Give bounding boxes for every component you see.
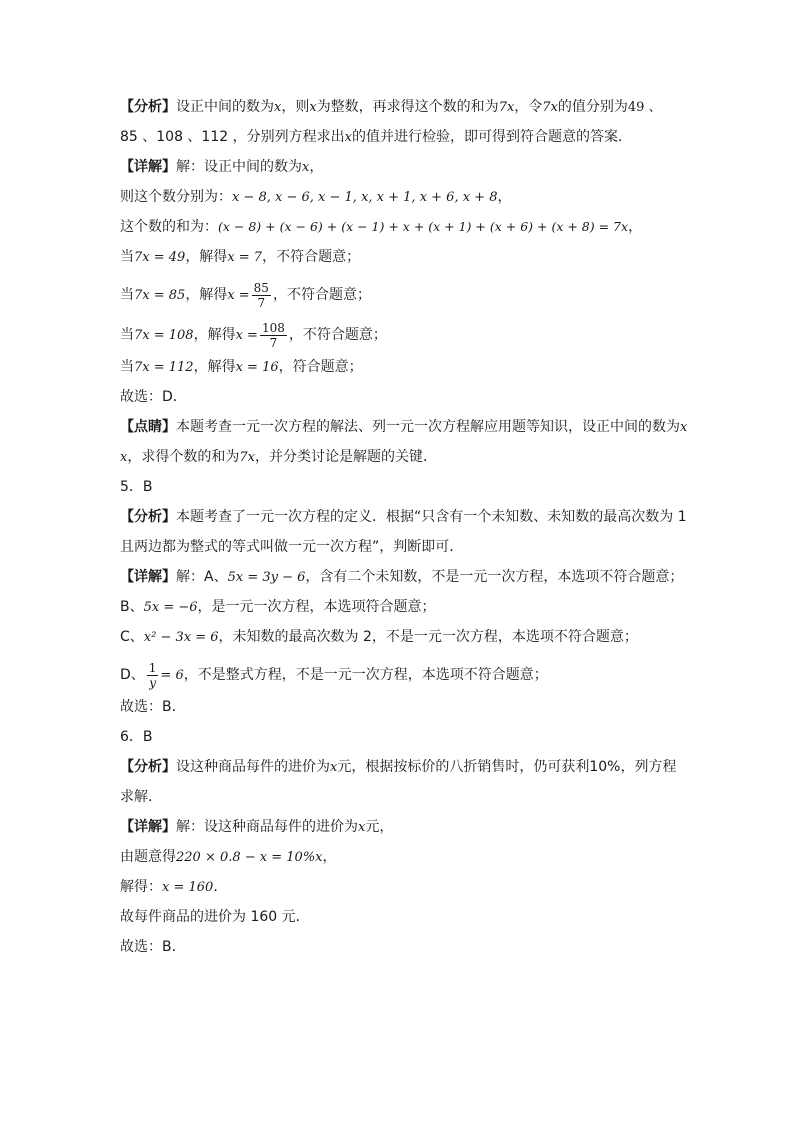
fraction: $\frac{85}{7}$: [253, 280, 269, 310]
answer-page: [120, 98, 688, 968]
detail-tag: 【详解】: [120, 159, 176, 175]
q4-analysis-line-1: 【分析】设正中间的数为x，则x为整数，再求得这个数的和为7x，令7x的值分别为49 、: [120, 99, 662, 115]
q4-case-1: 当7x = 49，解得x = 7，不符合题意；: [120, 249, 361, 265]
q5-analysis-line-1: 【分析】本题考查了一元一次方程的定义．根据“只含有一个未知数、未知数的最高次数为 1: [120, 509, 687, 525]
q5-analysis-line-2: 且两边都为整式的等式叫做一元一次方程”，判断即可．: [120, 539, 464, 555]
q4-detail-line-2: 则这个数分别为：x − 8, x − 6, x − 1, x, x + 1, x + 6, x + 8，: [120, 189, 512, 205]
q6-analysis-line-1: 【分析】设这种商品每件的进价为x元，根据按标价的八折销售时，仍可获利10%，列方程: [120, 759, 677, 775]
q4-case-4: 当7x = 112，解得x = 16，符合题意；: [120, 359, 363, 375]
fraction: $\frac{108}{7}$: [261, 320, 285, 350]
q4-case-3: 当7x = 108，解得x = $\frac{108}{7}$ ，不符合题意；: [120, 320, 387, 350]
analysis-tag: 【分析】: [120, 759, 176, 775]
q6-heading: 6．B: [120, 729, 153, 745]
analysis-tag: 【分析】: [120, 509, 176, 525]
detail-tag: 【详解】: [120, 569, 176, 585]
q4-detail-line-3: 这个数的和为：(x − 8) + (x − 6) + (x − 1) + x + (x + 1) + (x + 6) + (x + 8) = 7x，: [120, 219, 643, 235]
q4-comment-line-1: 【点睛】本题考查一元一次方程的解法、列一元一次方程解应用题等知识，设正中间的数为x: [120, 419, 688, 435]
q6-detail-line-2: 由题意得220 × 0.8 − x = 10%x，: [120, 849, 337, 865]
q4-comment-line-2: x，求得个数的和为7x，并分类讨论是解题的关键．: [120, 449, 437, 465]
q4-analysis-line-2: 85 、108 、112 ，分别列方程求出x的值并进行检验，即可得到符合题意的答案．: [120, 129, 632, 145]
q6-detail-line-4: 故每件商品的进价为 160 元．: [120, 909, 310, 925]
q6-detail-line-3: 解得：x = 160．: [120, 879, 228, 895]
q5-option-d: D、 $\frac{1}{y}$ = 6，不是整式方程，不是一元一次方程，本选项不符合题意；: [120, 660, 548, 690]
q4-detail-line-1: 【详解】解：设正中间的数为x，: [120, 159, 324, 175]
comment-tag: 【点睛】: [120, 419, 176, 435]
detail-tag: 【详解】: [120, 819, 176, 835]
q5-heading: 5．B: [120, 479, 153, 495]
q5-option-c: C、x² − 3x = 6，未知数的最高次数为 2，不是一元一次方程，本选项不符合题意；: [120, 629, 638, 645]
q6-detail-line-1: 【详解】解：设这种商品每件的进价为x元，: [120, 819, 394, 835]
q4-case-2: 当7x = 85，解得x = $\frac{85}{7}$ ，不符合题意；: [120, 280, 371, 310]
analysis-tag: 【分析】: [120, 99, 176, 115]
q4-choice: 故选：D．: [120, 389, 187, 405]
q6-analysis-line-2: 求解．: [120, 789, 162, 805]
fraction: $\frac{1}{y}$: [148, 660, 157, 690]
q5-option-a: 【详解】解：A、5x = 3y − 6，含有二个未知数，不是一元一次方程，本选项不符合题意；: [120, 569, 684, 585]
q5-choice: 故选：B．: [120, 699, 186, 715]
q6-choice: 故选：B．: [120, 939, 186, 955]
q5-option-b: B、5x = −6，是一元一次方程，本选项符合题意；: [120, 599, 436, 615]
